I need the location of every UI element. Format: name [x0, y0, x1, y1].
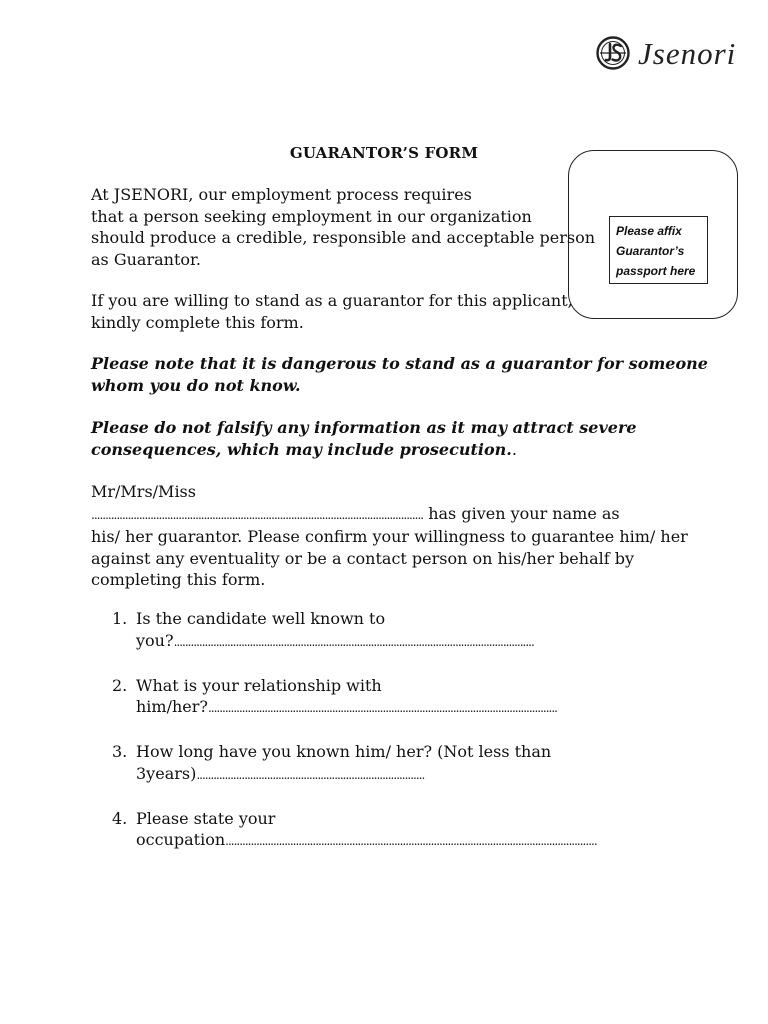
question-item	[91, 675, 691, 720]
brand-name: Jsenori	[638, 36, 737, 71]
candidate-paragraph	[91, 481, 691, 591]
passport-label-line: Guarantor’s	[616, 244, 685, 258]
confirm-line: against any eventuality or be a contact person on his/her behalf by	[91, 548, 635, 568]
warning-period: .	[511, 439, 517, 459]
passport-label-line: Please affix	[616, 224, 682, 238]
answer-field[interactable]: ................................................................................................................................	[173, 634, 534, 649]
warning-line: Please note that it is dangerous to stand as a guarantor for someone	[91, 354, 708, 373]
warning-line: Please do not falsify any information as it may attract severe	[91, 418, 637, 437]
question-item	[91, 741, 691, 786]
question-text-cont: occupation	[136, 830, 226, 849]
warning-stranger	[91, 353, 708, 396]
question-text-cont: him/her?	[136, 697, 208, 716]
answer-field[interactable]: .................................................................................	[196, 767, 425, 782]
salutation: Mr/Mrs/Miss	[91, 482, 196, 501]
warning-line: consequences, which may include prosecution.	[91, 439, 512, 459]
willing-paragraph	[91, 290, 573, 333]
intro-paragraph	[91, 184, 595, 270]
answer-field[interactable]: ............................................................................................................................	[207, 701, 557, 715]
warning-line: whom you do not know.	[91, 375, 301, 395]
warning-falsify	[91, 417, 637, 460]
question-text: How long have you known him/ her? (Not less than	[136, 742, 552, 761]
name-line-suffix: has given your name as	[423, 503, 620, 523]
question-text: What is your relationship with	[136, 675, 382, 695]
candidate-name-field[interactable]: ......................................................................................................................	[91, 507, 424, 522]
willing-line: kindly complete this form.	[91, 312, 304, 332]
willing-line: If you are willing to stand as a guarantor for this applicant,	[91, 291, 573, 310]
question-number: 4.	[112, 808, 128, 828]
passport-photo-label	[609, 216, 708, 284]
intro-line: that a person seeking employment in our organization	[91, 206, 532, 226]
answer-field[interactable]: ....................................................................................................................................	[225, 834, 597, 848]
confirm-line: his/ her guarantor. Please confirm your willingness to guarantee him/ her	[91, 527, 688, 546]
intro-line: should produce a credible, responsible and acceptable person	[91, 228, 596, 247]
question-item	[91, 808, 691, 853]
brand-logo	[596, 34, 756, 74]
question-number: 2.	[112, 675, 128, 695]
passport-label-line: passport here	[616, 264, 696, 278]
question-item	[91, 608, 691, 653]
intro-line: At JSENORI, our employment process requires	[91, 185, 472, 204]
question-text: Is the candidate well known to	[136, 609, 386, 628]
intro-line: as Guarantor.	[91, 249, 201, 269]
form-title: GUARANTOR’S FORM	[289, 144, 479, 162]
question-number: 3.	[112, 742, 128, 761]
brand-monogram-icon	[596, 36, 630, 70]
question-text-cont: 3years)	[136, 763, 197, 783]
question-text: Please state your	[136, 808, 276, 828]
questions-list	[91, 608, 691, 874]
question-text-cont: you?	[136, 630, 174, 650]
confirm-line: completing this form.	[91, 570, 266, 589]
question-number: 1.	[112, 609, 128, 628]
